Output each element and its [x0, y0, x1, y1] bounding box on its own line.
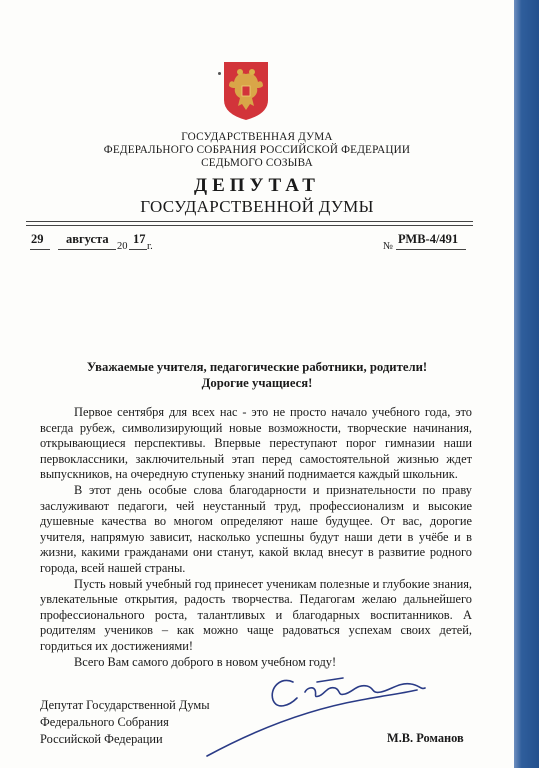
signature-line-2: Федерального Собрания	[40, 715, 169, 729]
signatory-name: М.В. Романов	[387, 731, 464, 745]
date-day: 29	[31, 232, 44, 246]
date-month: августа	[66, 232, 109, 246]
letter-body	[40, 405, 472, 670]
date-month-underline	[58, 249, 116, 250]
paragraph: Первое сентября для всех нас - это не просто начало учебного года, это всегда рубеж, символизирующий новые возможности, творческие начинания, открывающиеся перспективы. Впервые переступают порог гимназии наши первоклассники, заключительный этап перед самостоятельной жизнью ждет выпускников, на очередную ступеньку знаний поднимается каждый школьник.	[40, 405, 472, 482]
header-rule-thick	[26, 221, 473, 222]
header-subtitle: ГОСУДАРСТВЕННОЙ ДУМЫ	[140, 197, 374, 216]
signature-line-1: Депутат Государственной Думы	[40, 698, 210, 712]
date-year-underline	[129, 249, 147, 250]
signature-block	[40, 697, 210, 748]
greeting-line-2: Дорогие учащиеся!	[201, 376, 313, 390]
header-rule-thin	[26, 225, 473, 226]
signature-line-3: Российской Федерации	[40, 732, 163, 746]
header-title: ДЕПУТАТ	[194, 175, 320, 196]
coat-of-arms-icon	[222, 60, 270, 122]
date-year-prefix: 20	[117, 241, 128, 252]
scan-background-edge	[514, 0, 539, 768]
date-year: 17	[133, 232, 146, 246]
paragraph: Всего Вам самого доброго в новом учебном году!	[74, 654, 337, 669]
number-underline	[396, 249, 466, 250]
header-line-3: СЕДЬМОГО СОЗЫВА	[201, 157, 313, 169]
scan-speck	[218, 72, 221, 75]
greeting-line-1: Уважаемые учителя, педагогические работники, родители!	[86, 360, 428, 374]
header-line-2: ФЕДЕРАЛЬНОГО СОБРАНИЯ РОССИЙСКОЙ ФЕДЕРАЦИИ	[103, 144, 411, 156]
paragraph: В этот день особые слова благодарности и признательности по праву заслуживают педагоги, чей неустанный труд, профессионализм и высокие душевные качества во многом определяют наше будущее. От вас, дорогие учителя, напрямую зависит, насколько успешны будут наши дети в учёбе и в жизни, какими гражданами они станут, какой вклад внесут в развитие родного города, всей нашей страны.	[40, 482, 472, 575]
header-line-1: ГОСУДАРСТВЕННАЯ ДУМА	[181, 131, 333, 143]
document-number: РМВ-4/491	[398, 232, 459, 246]
date-year-suffix: г.	[147, 241, 153, 252]
number-label: №	[383, 241, 394, 252]
paragraph: Пусть новый учебный год принесет ученикам полезные и глубокие знания, увлекательные открытия, радость творчества. Педагогам желаю дальнейшего профессионального роста, талантливых и благодарных воспитанников. А родителям учеников – как можно чаще радоваться успехам своих детей, гордиться их достижениями!	[40, 576, 472, 653]
date-day-underline	[30, 249, 50, 250]
